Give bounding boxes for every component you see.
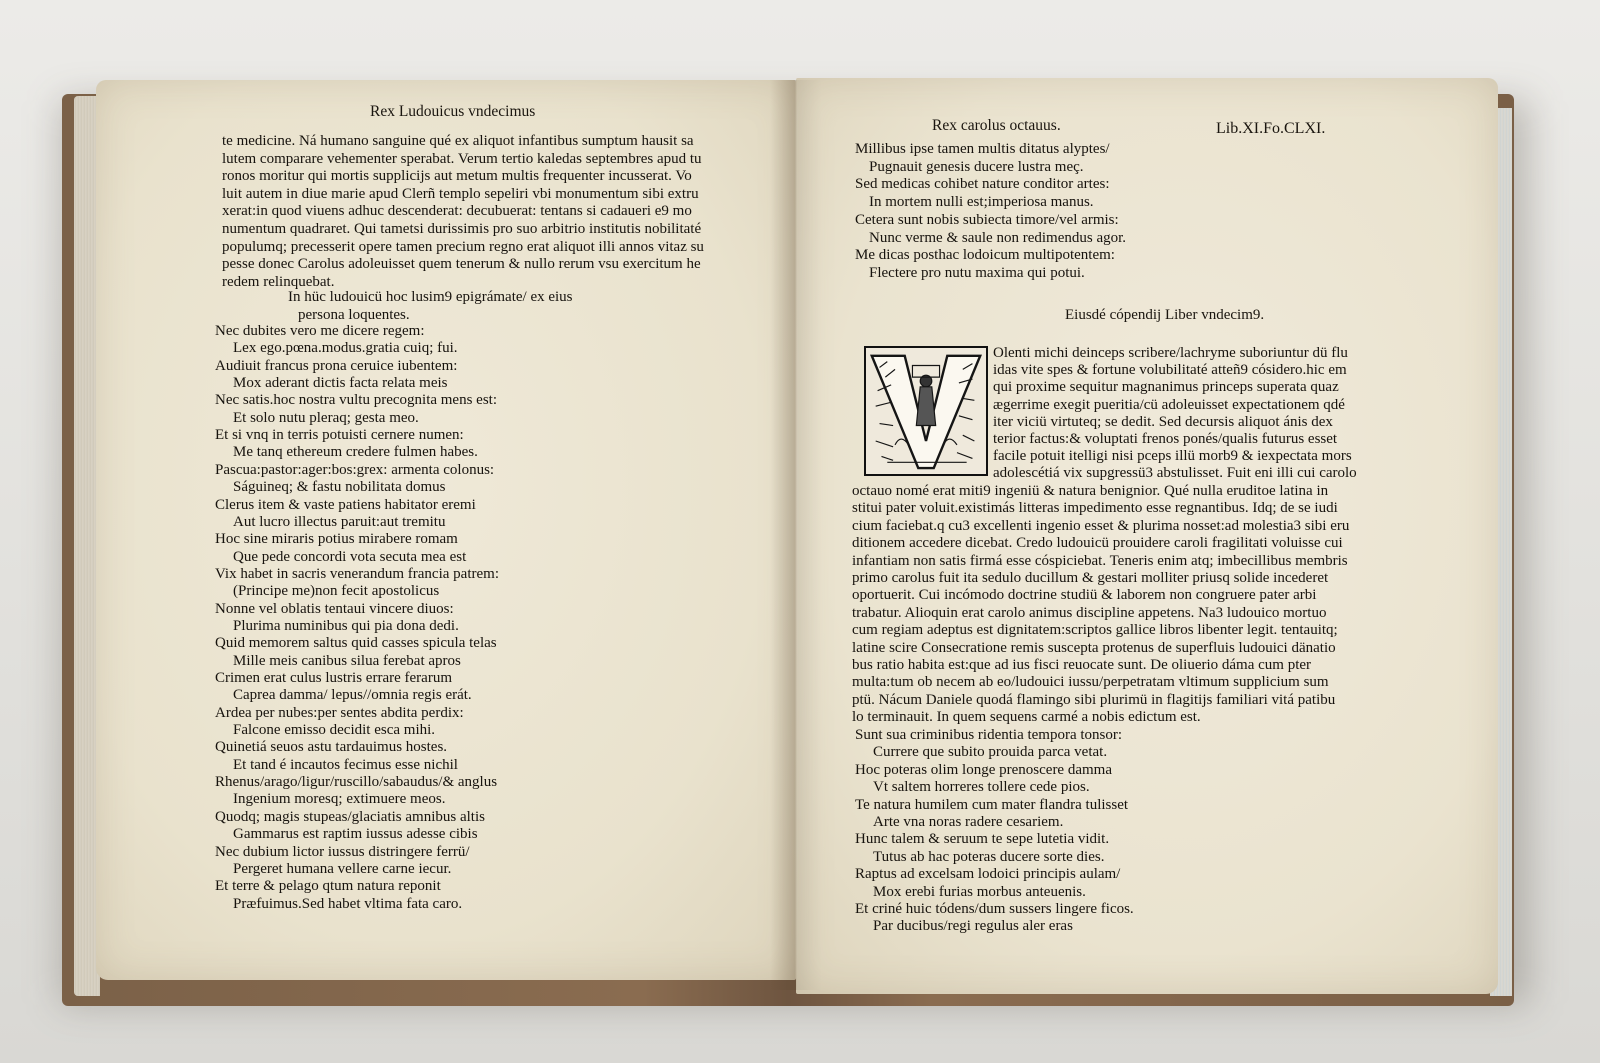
prose-line: xerat:in quod viuens adhuc descenderat: decubuerat: tentans si cadaueri e9 mo bbox=[222, 203, 692, 220]
verse-line: Et criné huic tódens/dum sussers lingere ficos. bbox=[855, 901, 1134, 917]
verse-line: Hunc talem & seruum te sepe lutetia vidit. bbox=[855, 831, 1110, 848]
prose-line: trabatur. Alioquin erat carolo animus discipline appetens. Na3 ludouico mortuo bbox=[852, 604, 1327, 621]
verse-line: Cetera sunt nobis subiecta timore/vel armis: bbox=[855, 211, 1119, 228]
prose-line: pesse donec Carolus adoleuisset quem tenerum & nullo rerum vsu exercitum he bbox=[222, 256, 701, 273]
prose-line: idas vite spes & fortune volubilitaté atteñ9 cósidero.hic em bbox=[993, 362, 1347, 379]
verse-line: Ságuineq; & fastu nobilitata domus bbox=[233, 479, 446, 496]
verse-line: Ardea per nubes:per sentes abdita perdix: bbox=[215, 704, 464, 721]
verse-line: Quodq; magis stupeas/glaciatis amnibus altis bbox=[215, 808, 485, 825]
right-running-head: Rex carolus octauus. bbox=[932, 117, 1061, 134]
verse-line: Que pede concordi vota secuta mea est bbox=[233, 548, 467, 565]
verse-line: Pugnauit genesis ducere lustra meç. bbox=[869, 158, 1084, 175]
prose-line: redem relinquebat. bbox=[222, 273, 335, 290]
prose-line: ptü. Nácum Daniele quodá flamingo sibi plurimü in flagitijs familiari vitá patibu bbox=[852, 691, 1336, 708]
verse-line: Caprea damma/ lepus//omnia regis erát. bbox=[233, 687, 472, 704]
verse-line: Audiuit francus prona ceruice iubentem: bbox=[215, 357, 458, 374]
verse-line: Mox aderant dictis facta relata meis bbox=[233, 375, 448, 392]
prose-line: ditionem accedere dicebat. Credo ludouicü prouidere caroli fragilitati voluisse cui bbox=[852, 535, 1343, 552]
verse-line: Falcone emisso decidit esca mihi. bbox=[233, 722, 436, 739]
verse-line: Vix habet in sacris venerandum francia patrem: bbox=[215, 565, 499, 582]
verse-line: Gammarus est raptim iussus adesse cibis bbox=[233, 826, 478, 843]
prose-line: lutem comparare vehementer sperabat. Verum tertio kaledas septembres apud tu bbox=[222, 150, 702, 167]
prose-line: numentum quadraret. Qui tametsi durissimis pro suo arbitrio institutis nobilitaté bbox=[222, 221, 702, 237]
prose-line: oportuerit. Cui incómodo doctrine studiü & laborem non congruere pater arbi bbox=[852, 587, 1317, 604]
verse-line: Pascua:pastor:ager:bos:grex: armenta colonus: bbox=[215, 461, 495, 478]
verse-line: Millibus ipse tamen multis ditatus alyptes/ bbox=[855, 141, 1110, 157]
verse-line: Nec dubites vero me dicere regem: bbox=[215, 323, 425, 339]
verse-line: Nunc verme & saule non redimendus agor. bbox=[869, 229, 1127, 246]
prose-line: stitui pater voluit.existimás litteras impedimento esse regnantibus. Idq; de se iudi bbox=[852, 500, 1338, 517]
prose-line: facile potuit itelligi nisi pceps illü morb9 & iexpectata mors bbox=[993, 448, 1352, 465]
verse-line: Te natura humilem cum mater flandra tulisset bbox=[855, 796, 1129, 813]
verse-line: Lex ego.pœna.modus.gratia cuiq; fui. bbox=[233, 340, 458, 357]
intro-line: In hüc ludouicü hoc lusim9 epigrámate/ ex eius bbox=[288, 289, 573, 305]
prose-line: te medicine. Ná humano sanguine qué ex aliquot infantibus sumptum hausit sa bbox=[222, 133, 694, 149]
verse-line: Clerus item & vaste patiens habitator eremi bbox=[215, 496, 476, 513]
verse-line: Rhenus/arago/ligur/ruscillo/sabaudus/& anglus bbox=[215, 774, 498, 791]
prose-line: cium faciebat.q cu3 excellenti ingenio esset & plurima nosset:ad molestia3 sibi eru bbox=[852, 517, 1350, 534]
verse-line: Sunt sua criminibus ridentia tempora tonsor: bbox=[855, 727, 1123, 743]
verse-line: Mox erebi furias morbus anteuenis. bbox=[873, 883, 1086, 900]
verse-line: Ingenium moresq; extimuere meos. bbox=[233, 791, 446, 808]
prose-line: iter viciü virtuteq; se dedit. Sed decursis aliquot ánis dex bbox=[993, 413, 1333, 430]
verse-line: Pergeret humana vellere carne iecur. bbox=[233, 860, 452, 877]
verse-line: Nec dubium lictor iussus distringere ferrü/ bbox=[215, 843, 470, 860]
book-heading: Eiusdé cópendij Liber vndecim9. bbox=[1065, 307, 1265, 323]
verse-line: Nec satis.hoc nostra vultu precognita mens est: bbox=[215, 392, 498, 409]
left-running-head: Rex Ludouicus vndecimus bbox=[370, 103, 536, 120]
verse-line: Hoc sine miraris potius mirabere romam bbox=[215, 531, 458, 548]
verse-line: Plurima numinibus qui pia dona dedi. bbox=[233, 617, 459, 634]
verse-line: Vt saltem horreres tollere cede pios. bbox=[873, 779, 1090, 796]
prose-line: Olenti michi deinceps scribere/lachryme suboriuntur dü flu bbox=[993, 345, 1348, 361]
verse-line: Et terre & pelago qtum natura reponit bbox=[215, 878, 441, 895]
verse-line: (Principe me)non fecit apostolicus bbox=[233, 583, 440, 600]
verse-line: Sed medicas cohibet nature conditor artes: bbox=[855, 176, 1110, 193]
verse-line: Et solo nutu pleraq; gesta meo. bbox=[233, 409, 419, 426]
verse-line: Arte vna noras radere cesariem. bbox=[873, 814, 1064, 830]
verse-line: Et tand é incautos fecimus esse nichil bbox=[233, 756, 458, 773]
verse-line: Tutus ab hac poteras ducere sorte dies. bbox=[873, 848, 1105, 865]
verse-line: Præfuimus.Sed habet vltima fata caro. bbox=[233, 895, 463, 912]
verse-line: Aut lucro illectus paruit:aut tremitu bbox=[233, 513, 446, 530]
prose-line: bus ratio habita est:que ad ius fisci reuocate sunt. De oliuerio dáma cum pter bbox=[852, 657, 1312, 673]
woodcut-initial-icon bbox=[866, 348, 986, 474]
prose-line: ronos moritur qui mortis supplicijs aut metum multis frequenter incusserat. Vo bbox=[222, 168, 692, 185]
verse-line: Currere que subito prouida parca vetat. bbox=[873, 744, 1108, 761]
woodcut-initial-v bbox=[864, 346, 988, 476]
verse-line: Mille meis canibus silua ferebat apros bbox=[233, 652, 461, 669]
prose-line: cum regiam adeptus est dignitatem:scriptos gallice libros libenter legit. tentauitq; bbox=[852, 622, 1338, 639]
verse-line: Raptus ad excelsam lodoici principis aulam/ bbox=[855, 866, 1121, 883]
prose-line: populumq; precesserit opere tamen precium regno erat aliquot illi annos vitaz su bbox=[222, 238, 704, 255]
prose-line: terior factus:& voluptati frenos ponés/qualis futurus esset bbox=[993, 431, 1338, 447]
verse-line: Crimen erat culus lustris errare ferarum bbox=[215, 670, 452, 686]
prose-line: lo terminauit. In quem sequens carmé a nobis edictum est. bbox=[852, 709, 1201, 726]
verse-line: Hoc poteras olim longe prenoscere damma bbox=[855, 761, 1112, 778]
intro-line: persona loquentes. bbox=[298, 306, 410, 323]
prose-line: infantiam non satis firmá esse cóspiciebat. Teneris enim atq; imbecillibus membris bbox=[852, 552, 1348, 569]
prose-line: multa:tum ob necem ab eo/ludouici iussu/perpetratam vltimum supplicium sum bbox=[852, 674, 1329, 691]
verse-line: Flectere pro nutu maxima qui potui. bbox=[869, 264, 1085, 281]
verse-line: Me tanq ethereum credere fulmen habes. bbox=[233, 444, 478, 461]
verse-line: Par ducibus/regi regulus aler eras bbox=[873, 918, 1073, 935]
prose-line: adolescétiá vix supgressü3 abstulisset. Fuit eni illi cui carolo bbox=[993, 465, 1357, 482]
verse-line: Me dicas posthac lodoicum multipotentem: bbox=[855, 247, 1115, 264]
prose-line: primo carolus fuit ita sedulo ducillum & gestari molliter priusq solide incederet bbox=[852, 570, 1329, 586]
verse-line: Quinetiá seuos astu tardauimus hostes. bbox=[215, 739, 448, 756]
folio-number: Lib.XI.Fo.CLXI. bbox=[1216, 120, 1326, 137]
verse-line: Et si vnq in terris potuisti cernere numen: bbox=[215, 427, 464, 444]
prose-line: latine scire Consecratione remis suscepta protenus de superfluis ludouici dänatio bbox=[852, 639, 1336, 656]
prose-line: luit autem in diue marie apud Clerñ templo sepeliri vbi monumentum sibi extru bbox=[222, 185, 699, 202]
verse-line: Nonne vel oblatis tentaui vincere diuos: bbox=[215, 600, 454, 617]
prose-line: ægerrime exegit pueritia/cü adoleuisset expectationem qdé bbox=[993, 396, 1345, 413]
verse-line: In mortem nulli est;imperiosa manus. bbox=[869, 194, 1094, 211]
prose-line: qui proxime sequitur magnanimus princeps superata quaz bbox=[993, 379, 1339, 396]
prose-line: octauo nomé erat miti9 ingeniü & natura benignior. Qué nulla eruditoe latina in bbox=[852, 483, 1329, 499]
verse-line: Quid memorem saltus quid casses spicula telas bbox=[215, 635, 497, 652]
